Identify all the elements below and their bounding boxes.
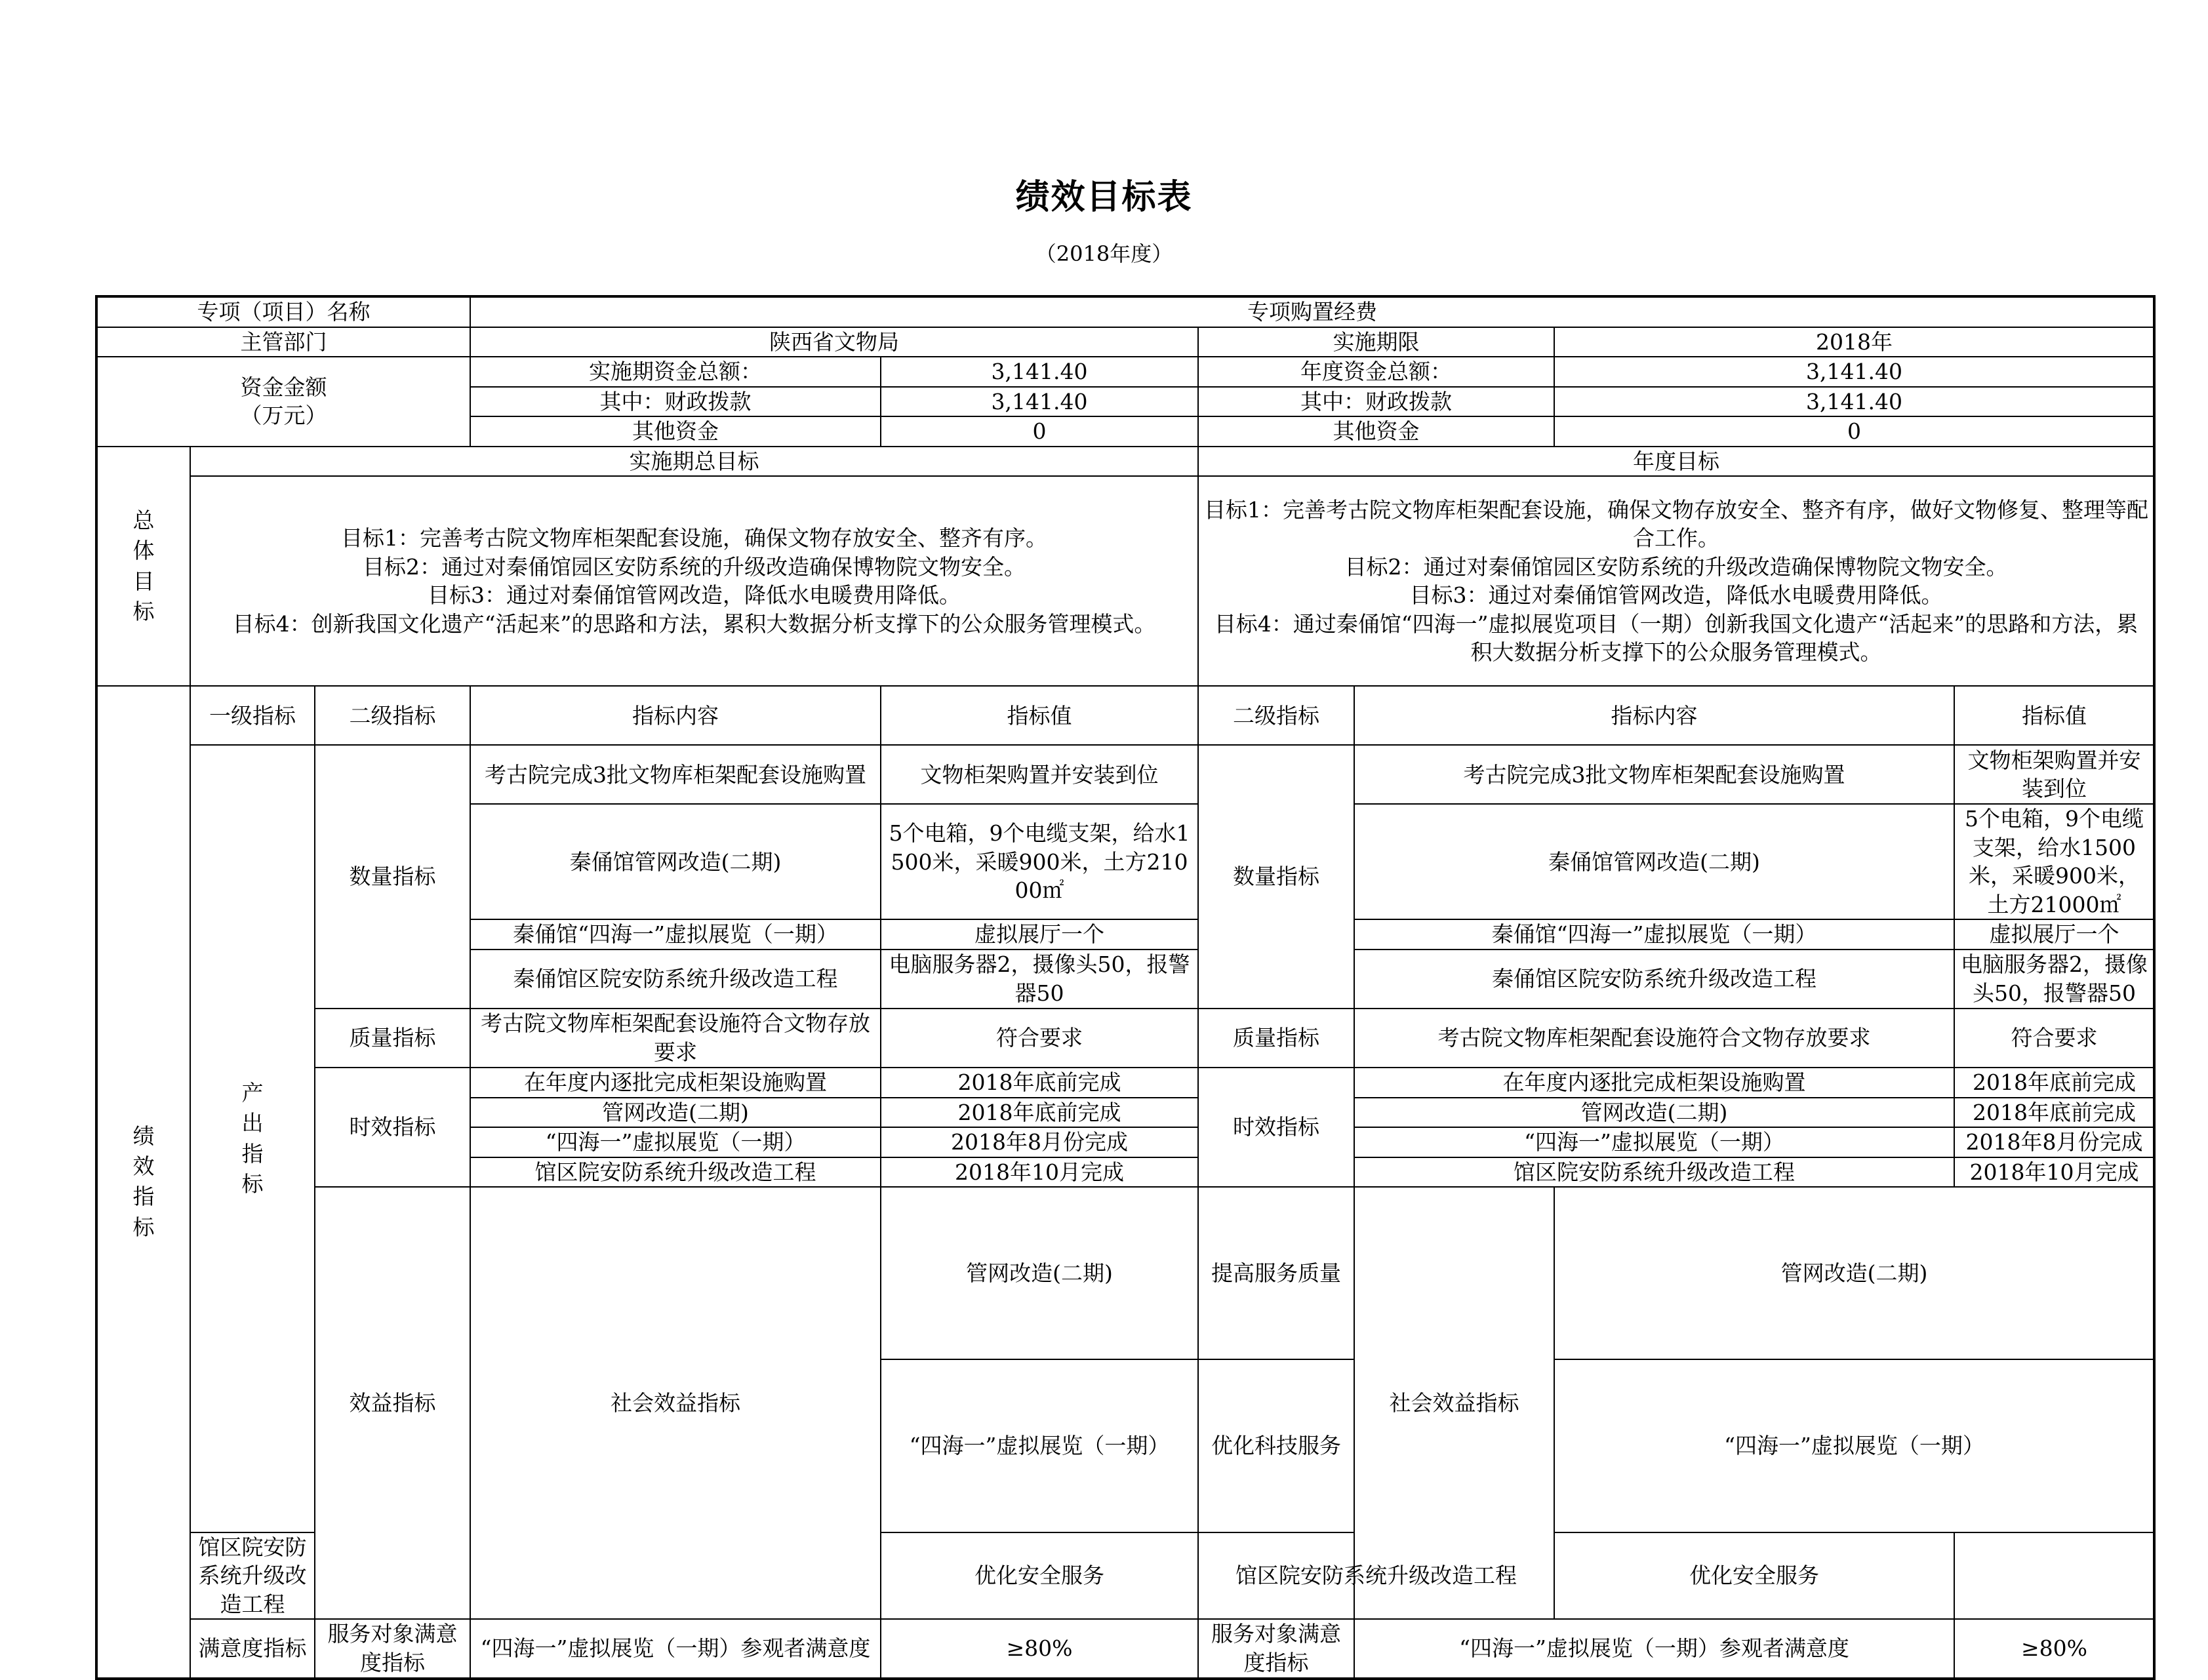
timeliness-value: 2018年8月份完成: [881, 1127, 1198, 1157]
quantity-content-annual: 考古院完成3批文物库柜架配套设施购置: [1354, 745, 1954, 804]
quantity-value: 文物柜架购置并安装到位: [881, 745, 1198, 804]
social-content-annual: 管网改造(二期): [1554, 1187, 2154, 1359]
annual-goal: 目标3：通过对秦俑馆管网改造，降低水电暖费用降低。: [1409, 582, 1943, 609]
annual-total-value: 3,141.40: [1554, 357, 2154, 387]
funds-label-line1: 资金金额: [240, 374, 327, 400]
indicators-label: [96, 686, 190, 1678]
period-label: 实施期限: [1198, 327, 1554, 357]
project-name-label: 专项（项目）名称: [96, 296, 470, 327]
header-content: 指标内容: [470, 686, 881, 745]
timeliness-label-annual: 时效指标: [1198, 1068, 1354, 1187]
social-content: “四海一”虚拟展览（一期）: [881, 1359, 1198, 1532]
quantity-content-annual: 秦俑馆管网改造(二期): [1354, 804, 1954, 919]
timeliness-content-annual: 馆区院安防系统升级改造工程: [1354, 1157, 1954, 1188]
social-benefit-label: 社会效益指标: [470, 1187, 881, 1619]
quantity-content: 秦俑馆“四海一”虚拟展览（一期）: [470, 919, 881, 950]
header-level2: 二级指标: [315, 686, 470, 745]
social-content-annual: “四海一”虚拟展览（一期）: [1554, 1359, 2154, 1532]
period-goals-list: [190, 476, 1198, 686]
period-goal: 目标3：通过对秦俑馆管网改造，降低水电暖费用降低。: [428, 582, 961, 609]
social-value: 提高服务质量: [1198, 1187, 1354, 1359]
quantity-content: 秦俑馆管网改造(二期): [470, 804, 881, 919]
quantity-value: 电脑服务器2，摄像头50，报警器50: [881, 950, 1198, 1009]
period-fiscal-value: 3,141.40: [881, 387, 1198, 417]
satisfaction-content: “四海一”虚拟展览（一期）参观者满意度: [470, 1619, 881, 1678]
satisfaction-content-annual: “四海一”虚拟展览（一期）参观者满意度: [1354, 1619, 1954, 1678]
period-goal: 目标2：通过对秦俑馆园区安防系统的升级改造确保博物院文物安全。: [363, 553, 1026, 580]
period-fiscal-label: 其中：财政拨款: [470, 387, 881, 417]
timeliness-value-annual: 2018年底前完成: [1954, 1068, 2154, 1098]
timeliness-value: 2018年10月完成: [881, 1157, 1198, 1188]
annual-other-value: 0: [1554, 416, 2154, 447]
quantity-content-annual: 秦俑馆“四海一”虚拟展览（一期）: [1354, 919, 1954, 950]
dept-label: 主管部门: [96, 327, 470, 357]
output-indicator-text: 产出指标: [241, 1080, 264, 1197]
quality-label: 质量指标: [315, 1009, 470, 1068]
satisfaction-indicator-label: 满意度指标: [190, 1619, 315, 1678]
social-benefit-label-annual: 社会效益指标: [1354, 1187, 1554, 1619]
satisfaction-value-annual: ≥80%: [1954, 1619, 2154, 1678]
period-value: 2018年: [1554, 327, 2154, 357]
timeliness-content-annual: “四海一”虚拟展览（一期）: [1354, 1127, 1954, 1157]
timeliness-value: 2018年底前完成: [881, 1068, 1198, 1098]
annual-other-label: 其他资金: [1198, 416, 1554, 447]
social-content: 馆区院安防系统升级改造工程: [190, 1532, 315, 1620]
service-satisfaction-label: 服务对象满意度指标: [315, 1619, 470, 1678]
header-level2-annual: 二级指标: [1198, 686, 1354, 745]
annual-goals-header: 年度目标: [1198, 447, 2154, 477]
quality-content: 考古院文物库柜架配套设施符合文物存放要求: [470, 1009, 881, 1068]
header-level1: 一级指标: [190, 686, 315, 745]
annual-goal: 目标1：完善考古院文物库柜架配套设施，确保文物存放安全、整齐有序，做好文物修复、整理等配合工作。: [1204, 496, 2149, 551]
quantity-content: 秦俑馆区院安防系统升级改造工程: [470, 950, 881, 1009]
quantity-label: 数量指标: [315, 745, 470, 1009]
timeliness-content: 管网改造(二期): [470, 1098, 881, 1128]
indicators-label-text: 绩效指标: [132, 1123, 155, 1240]
social-value: 优化安全服务: [881, 1532, 1198, 1620]
funds-label-line2: （万元）: [240, 403, 327, 429]
timeliness-value-annual: 2018年底前完成: [1954, 1098, 2154, 1128]
annual-goal: 目标4：通过秦俑馆“四海一”虚拟展览项目（一期）创新我国文化遗产“活起来”的思路和方法，累积大数据分析支撑下的公众服务管理模式。: [1214, 610, 2138, 666]
social-value: 优化科技服务: [1198, 1359, 1354, 1532]
period-other-value: 0: [881, 416, 1198, 447]
annual-fiscal-value: 3,141.40: [1554, 387, 2154, 417]
page-title: 绩效目标表: [1015, 178, 1193, 217]
quantity-value-annual: 虚拟展厅一个: [1954, 919, 2154, 950]
header-value-annual: 指标值: [1954, 686, 2154, 745]
page-subtitle: （2018年度）: [1035, 241, 1173, 266]
overall-goals-label-text: 总体目标: [132, 508, 155, 624]
quantity-value-annual: 电脑服务器2，摄像头50，报警器50: [1954, 950, 2154, 1009]
quantity-value-annual: 文物柜架购置并安装到位: [1954, 745, 2154, 804]
period-goals-header: 实施期总目标: [190, 447, 1198, 477]
period-total-label: 实施期资金总额：: [470, 357, 881, 387]
annual-goals-list: [1198, 476, 2154, 686]
period-goal: 目标1：完善考古院文物库柜架配套设施，确保文物存放安全、整齐有序。: [341, 525, 1047, 551]
annual-fiscal-label: 其中：财政拨款: [1198, 387, 1554, 417]
header-content-annual: 指标内容: [1354, 686, 1954, 745]
service-satisfaction-label-annual: 服务对象满意度指标: [1198, 1619, 1354, 1678]
overall-goals-label: [96, 447, 190, 687]
quality-value-annual: 符合要求: [1954, 1009, 2154, 1068]
quality-content-annual: 考古院文物库柜架配套设施符合文物存放要求: [1354, 1009, 1954, 1068]
header-value: 指标值: [881, 686, 1198, 745]
quality-label-annual: 质量指标: [1198, 1009, 1354, 1068]
dept-value: 陕西省文物局: [470, 327, 1198, 357]
period-goal: 目标4：创新我国文化遗产“活起来”的思路和方法，累积大数据分析支撑下的公众服务管理模式。: [232, 610, 1156, 637]
timeliness-content: “四海一”虚拟展览（一期）: [470, 1127, 881, 1157]
annual-goal: 目标2：通过对秦俑馆园区安防系统的升级改造确保博物院文物安全。: [1344, 553, 2008, 580]
period-other-label: 其他资金: [470, 416, 881, 447]
quantity-value: 虚拟展厅一个: [881, 919, 1198, 950]
satisfaction-value: ≥80%: [881, 1619, 1198, 1678]
quantity-value: 5个电箱，9个电缆支架，给水1500米，采暖900米，土方21000㎡: [881, 804, 1198, 919]
performance-target-table: [95, 295, 2156, 1680]
annual-total-label: 年度资金总额：: [1198, 357, 1554, 387]
timeliness-value-annual: 2018年8月份完成: [1954, 1127, 2154, 1157]
quality-value: 符合要求: [881, 1009, 1198, 1068]
quantity-content-annual: 秦俑馆区院安防系统升级改造工程: [1354, 950, 1954, 1009]
project-name-value: 专项购置经费: [470, 296, 2154, 327]
timeliness-content: 在年度内逐批完成柜架设施购置: [470, 1068, 881, 1098]
timeliness-content-annual: 在年度内逐批完成柜架设施购置: [1354, 1068, 1954, 1098]
period-total-value: 3,141.40: [881, 357, 1198, 387]
output-indicator-label: [190, 745, 315, 1532]
timeliness-content-annual: 管网改造(二期): [1354, 1098, 1954, 1128]
quantity-content: 考古院完成3批文物库柜架配套设施购置: [470, 745, 881, 804]
benefit-indicator-label: 效益指标: [315, 1187, 470, 1619]
social-content: 管网改造(二期): [881, 1187, 1198, 1359]
timeliness-content: 馆区院安防系统升级改造工程: [470, 1157, 881, 1188]
social-value-annual: 优化安全服务: [1554, 1532, 1954, 1620]
funds-label: [96, 357, 470, 447]
quantity-label-annual: 数量指标: [1198, 745, 1354, 1009]
social-content-annual: 馆区院安防系统升级改造工程: [1198, 1532, 1554, 1620]
timeliness-value: 2018年底前完成: [881, 1098, 1198, 1128]
quantity-value-annual: 5个电箱，9个电缆支架，给水1500米，采暖900米，土方21000㎡: [1954, 804, 2154, 919]
timeliness-value-annual: 2018年10月完成: [1954, 1157, 2154, 1188]
timeliness-label: 时效指标: [315, 1068, 470, 1187]
